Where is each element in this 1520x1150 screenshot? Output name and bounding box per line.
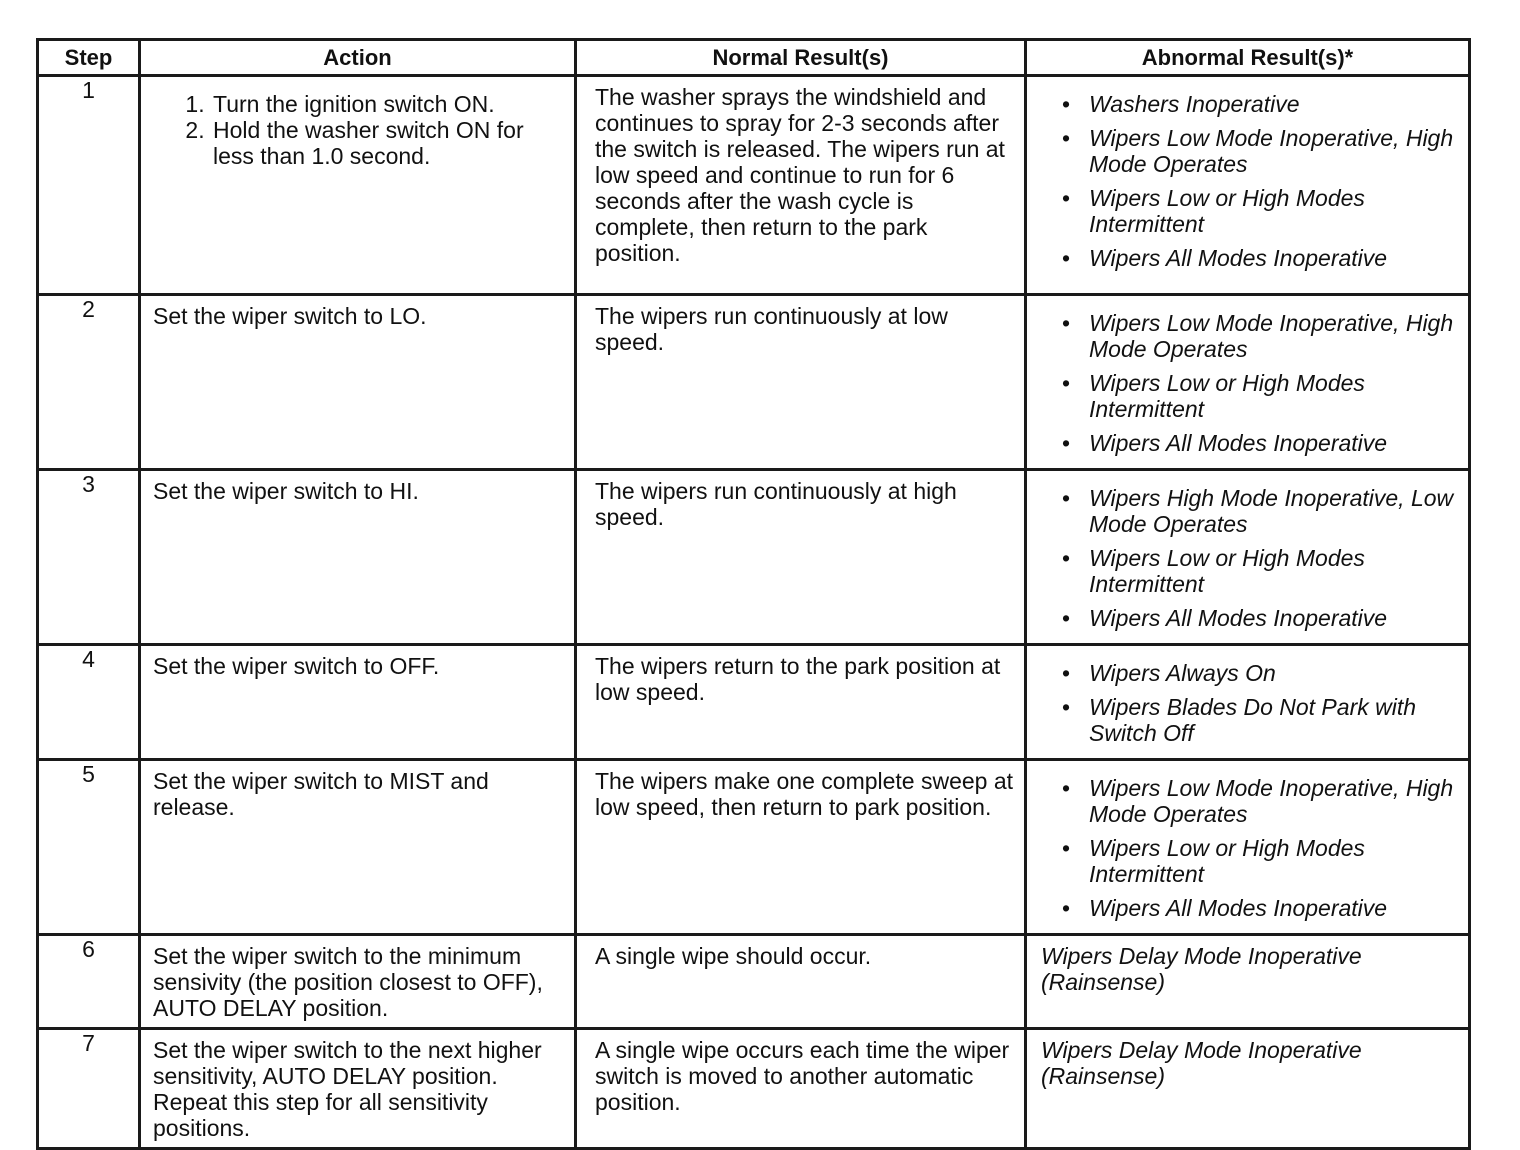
header-row [38,40,1470,76]
header-normal-results: Normal Result(s) [576,40,1026,76]
table-row [38,1029,1470,1149]
table-row [38,645,1470,760]
action-item: 1. Turn the ignition switch ON. [211,91,564,117]
table-row [38,295,1470,470]
table-row [38,470,1470,645]
action-cell [140,645,576,760]
abnormal-result-cell [1026,470,1470,645]
step-number: 4 [38,645,140,760]
normal-result-cell [576,295,1026,470]
step-number: 3 [38,470,140,645]
action-cell [140,935,576,1029]
abnormal-result-text: Wipers Delay Mode Inoperative (Rainsense) [1041,943,1362,995]
diagnostic-table [36,38,1471,1150]
action-text: Set the wiper switch to LO. [153,303,427,329]
abnormal-item: • Wipers Low Mode Inoperative, High Mode Operates [1089,310,1460,362]
abnormal-list [1027,296,1468,468]
action-item: 2. Hold the washer switch ON for less than 1.0 second. [211,117,564,169]
abnormal-item: • Wipers Low Mode Inoperative, High Mode Operates [1089,125,1460,177]
table-row [38,935,1470,1029]
action-text: Set the wiper switch to MIST and release. [153,768,489,820]
abnormal-item: • Wipers Blades Do Not Park with Switch Off [1089,694,1460,746]
table-row [38,76,1470,295]
normal-result-text: A single wipe occurs each time the wiper switch is moved to another automatic position. [595,1037,1010,1115]
normal-result-cell [576,645,1026,760]
abnormal-item: • Washers Inoperative [1089,91,1460,117]
normal-result-text: The wipers run continuously at high speed. [595,478,957,530]
action-cell [140,76,576,295]
step-number: 2 [38,295,140,470]
step-number: 1 [38,76,140,295]
action-text: Set the wiper switch to the minimum sensivity (the position closest to OFF), AUTO DELAY position. [153,943,543,1021]
abnormal-item: • Wipers Low or High Modes Intermittent [1089,370,1460,422]
header-action: Action [140,40,576,76]
abnormal-item: • Wipers All Modes Inoperative [1089,430,1460,456]
action-list [141,77,574,175]
abnormal-result-cell [1026,645,1470,760]
normal-result-cell [576,760,1026,935]
abnormal-item: • Wipers Low or High Modes Intermittent [1089,185,1460,237]
abnormal-item: • Wipers All Modes Inoperative [1089,605,1460,631]
action-cell [140,470,576,645]
abnormal-item: • Wipers Low or High Modes Intermittent [1089,835,1460,887]
action-cell [140,295,576,470]
normal-result-text: The washer sprays the windshield and continues to spray for 2-3 seconds after the switch is released. The wipers run at low speed and continue to run for 6 seconds after the wash cycle is complete, then return to the park position. [595,84,1005,266]
abnormal-list [1027,761,1468,933]
abnormal-item: • Wipers Always On [1089,660,1460,686]
abnormal-list [1027,646,1468,758]
abnormal-list [1027,77,1468,283]
normal-result-cell [576,470,1026,645]
normal-result-text: The wipers return to the park position at low speed. [595,653,1001,705]
abnormal-item: • Wipers All Modes Inoperative [1089,895,1460,921]
normal-result-cell [576,76,1026,295]
abnormal-result-text: Wipers Delay Mode Inoperative (Rainsense) [1041,1037,1362,1089]
abnormal-item: • Wipers High Mode Inoperative, Low Mode Operates [1089,485,1460,537]
normal-result-cell [576,935,1026,1029]
step-number: 7 [38,1029,140,1149]
abnormal-list [1027,471,1468,643]
normal-result-text: The wipers make one complete sweep at low speed, then return to park position. [595,768,1014,820]
abnormal-result-cell [1026,1029,1470,1149]
abnormal-result-cell [1026,295,1470,470]
abnormal-result-cell [1026,760,1470,935]
abnormal-item: • Wipers Low Mode Inoperative, High Mode Operates [1089,775,1460,827]
abnormal-result-cell [1026,76,1470,295]
header-abnormal-results: Abnormal Result(s)* [1026,40,1470,76]
step-number: 6 [38,935,140,1029]
header-step: Step [38,40,140,76]
abnormal-item: • Wipers All Modes Inoperative [1089,245,1460,271]
abnormal-item: • Wipers Low or High Modes Intermittent [1089,545,1460,597]
normal-result-text: A single wipe should occur. [595,943,872,969]
action-cell [140,1029,576,1149]
action-cell [140,760,576,935]
table-row [38,760,1470,935]
step-number: 5 [38,760,140,935]
action-text: Set the wiper switch to OFF. [153,653,440,679]
normal-result-cell [576,1029,1026,1149]
normal-result-text: The wipers run continuously at low speed. [595,303,948,355]
abnormal-result-cell [1026,935,1470,1029]
action-text: Set the wiper switch to the next higher sensitivity, AUTO DELAY position. Repeat this step for all sensitivity positions. [153,1037,542,1141]
action-text: Set the wiper switch to HI. [153,478,419,504]
